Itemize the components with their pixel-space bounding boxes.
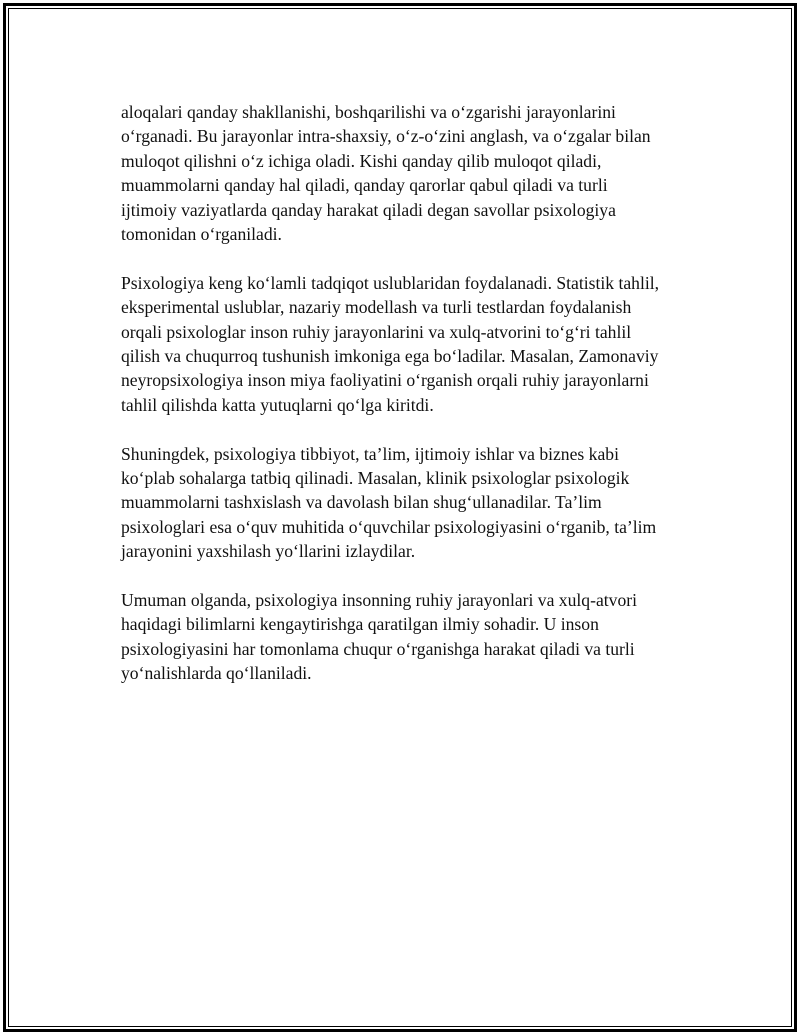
text-line: Psixologiya keng ko‘lamli tadqiqot uslublaridan foydalanadi. Statistik tahlil, [121, 272, 660, 293]
paragraph-4 [121, 588, 701, 686]
text-line: ijtimoiy vaziyatlarda qanday harakat qiladi degan savollar psixologiya [121, 199, 616, 220]
page-border [3, 3, 797, 1032]
text-line: haqidagi bilimlarni kengaytirishga qaratilgan ilmiy sohadir. U inson [121, 614, 599, 635]
text-line: orqali psixologlar inson ruhiy jarayonlarini va xulq-atvorini to‘g‘ri tahlil [121, 321, 632, 342]
text-line: qilish va chuqurroq tushunish imkoniga ega bo‘ladilar. Masalan, Zamonaviy [121, 346, 659, 367]
text-line: jarayonini yaxshilash yo‘llarini izlaydilar. [121, 541, 416, 562]
text-line: tahlil qilishda katta yutuqlarni qo‘lga kiritdi. [121, 394, 434, 415]
text-line: ko‘plab sohalarga tatbiq qilinadi. Masalan, klinik psixologlar psixologik [121, 468, 630, 489]
text-line: muloqot qilishni o‘z ichiga oladi. Kishi qanday qilib muloqot qiladi, [121, 150, 602, 171]
text-line: aloqalari qanday shakllanishi, boshqarilishi va o‘zgarishi jarayonlarini [121, 102, 616, 122]
text-line: tomonidan o‘rganiladi. [121, 224, 282, 245]
text-line: o‘rganadi. Bu jarayonlar intra-shaxsiy, o‘z-o‘zini anglash, va o‘zgalar bilan [121, 126, 651, 147]
paragraph-1 [121, 100, 701, 246]
text-line: psixologlari esa o‘quv muhitida o‘quvchilar psixologiyasini o‘rganib, ta’lim [121, 516, 657, 537]
paragraph-3 [121, 442, 701, 564]
text-line: Shuningdek, psixologiya tibbiyot, ta’lim, ijtimoiy ishlar va biznes kabi [121, 443, 619, 464]
text-line: Umuman olganda, psixologiya insonning ruhiy jarayonlari va xulq-atvori [121, 590, 637, 611]
text-line: psixologiyasini har tomonlama chuqur o‘rganishga harakat qiladi va turli [121, 638, 635, 659]
text-line: neyropsixologiya inson miya faoliyatini o‘rganish orqali ruhiy jarayonlarni [121, 370, 649, 391]
document-body [121, 100, 701, 710]
paragraph-2 [121, 271, 701, 417]
text-line: muammolarni tashxislash va davolash bilan shug‘ullanadilar. Ta’lim [121, 492, 602, 513]
text-line: muammolarni qanday hal qiladi, qanday qarorlar qabul qiladi va turli [121, 175, 608, 196]
text-line: yo‘nalishlarda qo‘llaniladi. [121, 663, 312, 684]
text-line: eksperimental uslublar, nazariy modellash va turli testlardan foydalanish [121, 297, 632, 318]
